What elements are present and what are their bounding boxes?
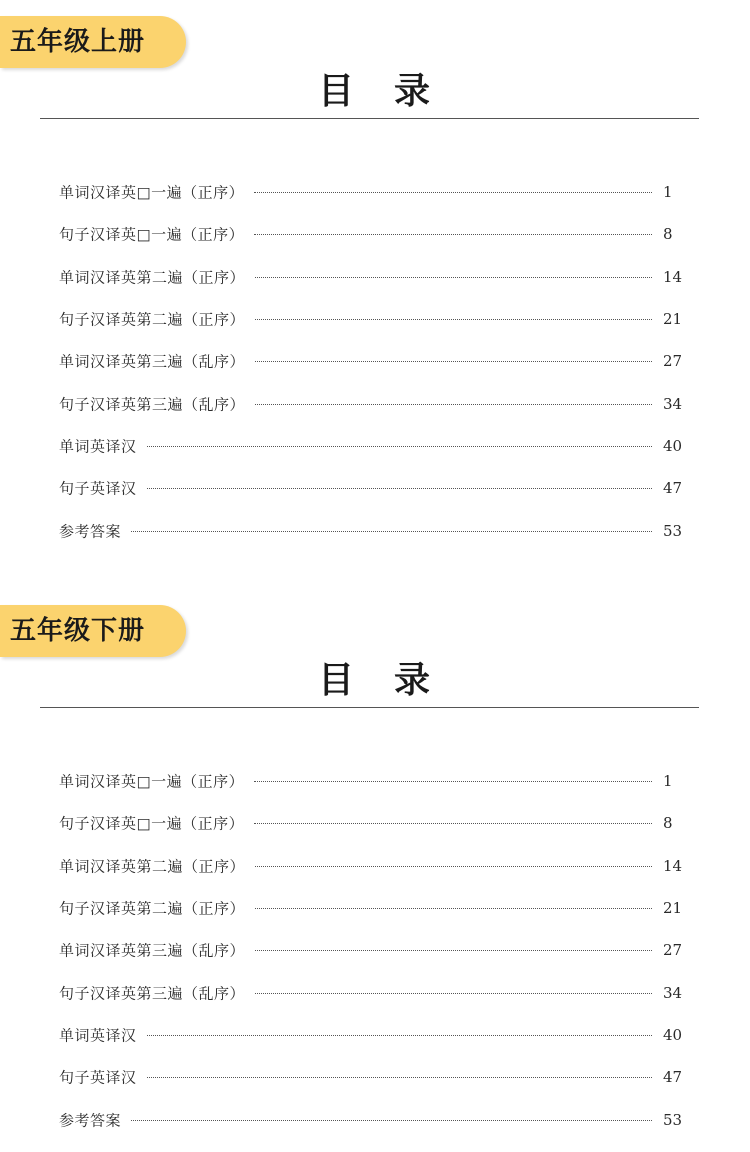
toc-entry[interactable]	[0, 887, 750, 929]
toc-entry-label: 参考答案	[59, 1111, 122, 1130]
toc-title	[0, 652, 750, 703]
toc-entry[interactable]	[0, 256, 750, 298]
toc-entry-page: 53	[663, 1110, 683, 1129]
toc-entry[interactable]	[0, 802, 750, 844]
toc-list	[0, 760, 750, 1141]
toc-list	[0, 171, 750, 552]
dot-leader	[255, 361, 652, 362]
toc-entry-page: 8	[663, 814, 673, 833]
grade-badge: 五年级下册	[0, 605, 186, 657]
toc-entry-page: 21	[663, 310, 683, 329]
toc-entry-label: 句子汉译英第二遍（正序）	[59, 899, 246, 918]
toc-entry-label: 句子汉译英□一遍（正序）	[59, 814, 245, 833]
toc-entry-page: 47	[663, 479, 683, 498]
dot-leader	[254, 192, 652, 193]
dot-leader	[254, 781, 652, 782]
dot-leader	[254, 823, 652, 824]
dot-leader	[255, 404, 652, 405]
toc-entry-page: 1	[663, 772, 673, 791]
toc-title-char-2: 录	[394, 71, 433, 112]
toc-entry[interactable]	[0, 971, 750, 1013]
toc-entry[interactable]	[0, 298, 750, 340]
toc-entry-label: 句子汉译英第三遍（乱序）	[59, 395, 246, 414]
toc-title-char-2: 录	[394, 660, 433, 701]
toc-entry-page: 40	[663, 436, 683, 455]
toc-title-char-1: 目	[317, 71, 356, 112]
toc-entry[interactable]	[0, 340, 750, 382]
toc-entry-label: 句子汉译英第三遍（乱序）	[59, 984, 246, 1003]
toc-entry-page: 34	[663, 394, 683, 413]
toc-entry-label: 单词英译汉	[59, 1026, 137, 1045]
toc-entry[interactable]	[0, 1014, 750, 1056]
toc-entry[interactable]	[0, 213, 750, 255]
dot-leader	[255, 950, 652, 951]
toc-entry[interactable]	[0, 509, 750, 551]
toc-entry-page: 27	[663, 352, 683, 371]
toc-entry[interactable]	[0, 845, 750, 887]
toc-entry-page: 40	[663, 1025, 683, 1044]
dot-leader	[255, 319, 652, 320]
toc-entry-label: 句子英译汉	[59, 479, 137, 498]
toc-entry[interactable]	[0, 382, 750, 424]
dot-leader	[255, 277, 652, 278]
toc-entry[interactable]	[0, 425, 750, 467]
dot-leader	[147, 488, 652, 489]
toc-entry-page: 1	[663, 183, 673, 202]
toc-entry-page: 14	[663, 856, 683, 875]
dot-leader	[147, 446, 652, 447]
dot-leader	[147, 1077, 652, 1078]
dot-leader	[255, 866, 652, 867]
dot-leader	[131, 531, 652, 532]
dot-leader	[147, 1035, 652, 1036]
title-divider	[40, 707, 699, 708]
toc-entry-page: 21	[663, 899, 683, 918]
toc-entry[interactable]	[0, 171, 750, 213]
toc-title-char-1: 目	[317, 660, 356, 701]
toc-entry-label: 单词汉译英第三遍（乱序）	[59, 352, 246, 371]
toc-entry-page: 14	[663, 267, 683, 286]
toc-entry-label: 单词汉译英第二遍（正序）	[59, 857, 246, 876]
toc-entry-label: 单词汉译英□一遍（正序）	[59, 183, 245, 202]
toc-entry-label: 句子汉译英第二遍（正序）	[59, 310, 246, 329]
toc-entry-page: 8	[663, 225, 673, 244]
toc-entry[interactable]	[0, 467, 750, 509]
toc-entry-page: 53	[663, 521, 683, 540]
toc-section-lower	[0, 589, 750, 1152]
dot-leader	[255, 908, 652, 909]
toc-entry[interactable]	[0, 929, 750, 971]
toc-entry-label: 单词汉译英第二遍（正序）	[59, 268, 246, 287]
toc-entry-label: 参考答案	[59, 522, 122, 541]
toc-entry-label: 句子汉译英□一遍（正序）	[59, 225, 245, 244]
title-divider	[40, 118, 699, 119]
toc-entry-label: 单词汉译英□一遍（正序）	[59, 772, 245, 791]
dot-leader	[254, 234, 652, 235]
toc-entry[interactable]	[0, 760, 750, 802]
dot-leader	[255, 993, 652, 994]
toc-entry[interactable]	[0, 1056, 750, 1098]
toc-entry-page: 34	[663, 983, 683, 1002]
toc-entry-page: 27	[663, 941, 683, 960]
grade-badge: 五年级上册	[0, 16, 186, 68]
toc-entry-page: 47	[663, 1068, 683, 1087]
toc-title	[0, 63, 750, 114]
toc-entry[interactable]	[0, 1098, 750, 1140]
toc-entry-label: 句子英译汉	[59, 1068, 137, 1087]
toc-entry-label: 单词英译汉	[59, 437, 137, 456]
toc-entry-label: 单词汉译英第三遍（乱序）	[59, 941, 246, 960]
dot-leader	[131, 1120, 652, 1121]
